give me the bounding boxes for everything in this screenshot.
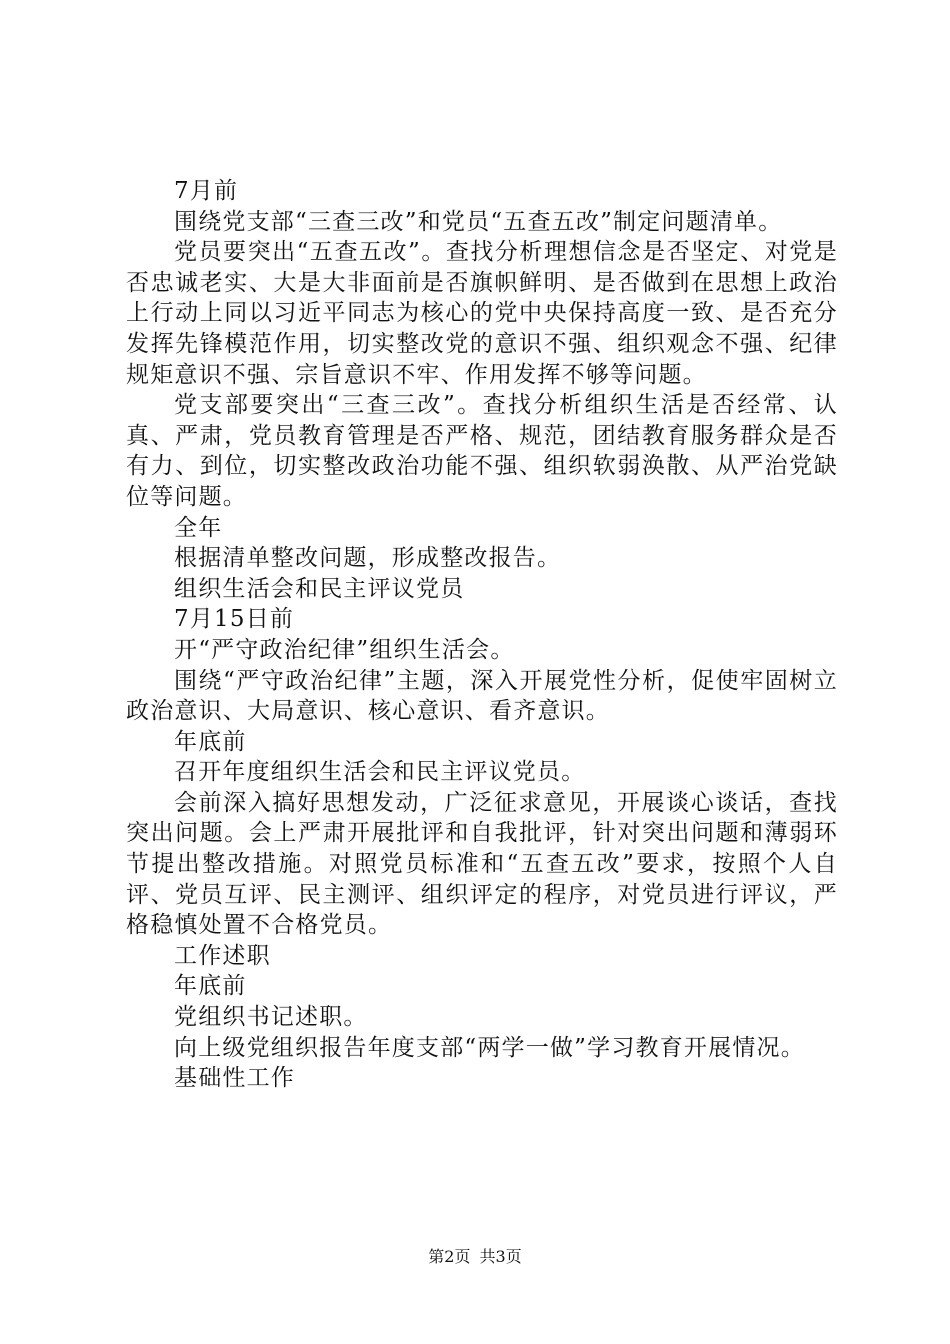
- page-footer: [0, 1244, 950, 1267]
- paragraph-6: 根据清单整改问题，形成整改报告。: [174, 545, 562, 572]
- paragraph-4: 党支部要突出“三查三改”。查找分析组织生活是否经常、认真、严肃，党员教育管理是否严格、规范，团结教育服务群众是否有力、到位，切实整改政治功能不强、组织软弱涣散、从严治党缺位等问题。: [126, 392, 838, 510]
- paragraph-13: 会前深入搞好思想发动，广泛征求意见，开展谈心谈话，查找突出问题。会上严肃开展批评和自我批评，针对突出问题和薄弱环节提出整改措施。对照党员标准和“五查五改”要求，按照个人自评、党员互评、民主测评、组织评定的程序，对党员进行评议，严格稳慎处置不合格党员。: [126, 789, 838, 939]
- paragraph-5: 全年: [174, 514, 223, 541]
- paragraph-17: 向上级党组织报告年度支部“两学一做”学习教育开展情况。: [174, 1034, 805, 1061]
- paragraph-14: 工作述职: [174, 942, 271, 969]
- page-number: 第2页: [428, 1247, 471, 1266]
- paragraph-12: 召开年度组织生活会和民主评议党员。: [174, 759, 586, 786]
- paragraph-7: 组织生活会和民主评议党员: [174, 575, 465, 602]
- document-body: [126, 176, 838, 1094]
- paragraph-16: 党组织书记述职。: [174, 1004, 368, 1031]
- paragraph-15: 年底前: [174, 973, 247, 1000]
- paragraph-2: 围绕党支部“三查三改”和党员“五查五改”制定问题清单。: [174, 208, 783, 235]
- paragraph-10: 围绕“严守政治纪律”主题，深入开展党性分析，促使牢固树立政治意识、大局意识、核心意识、看齐意识。: [126, 667, 838, 725]
- paragraph-9: 开“严守政治纪律”组织生活会。: [174, 636, 515, 663]
- paragraph-18: 基础性工作: [174, 1065, 295, 1092]
- paragraph-1: 7月前: [174, 178, 239, 204]
- paragraph-11: 年底前: [174, 728, 247, 755]
- paragraph-3: 党员要突出“五查五改”。查找分析理想信念是否坚定、对党是否忠诚老实、大是大非面前是否旗帜鲜明、是否做到在思想上政治上行动上同以习近平同志为核心的党中央保持高度一致、是否充分发挥先锋模范作用，切实整改党的意识不强、组织观念不强、纪律规矩意识不强、宗旨意识不牢、作用发挥不够等问题。: [126, 239, 838, 388]
- page-total: 共3页: [479, 1247, 522, 1266]
- paragraph-8: 7月15日前: [174, 606, 295, 633]
